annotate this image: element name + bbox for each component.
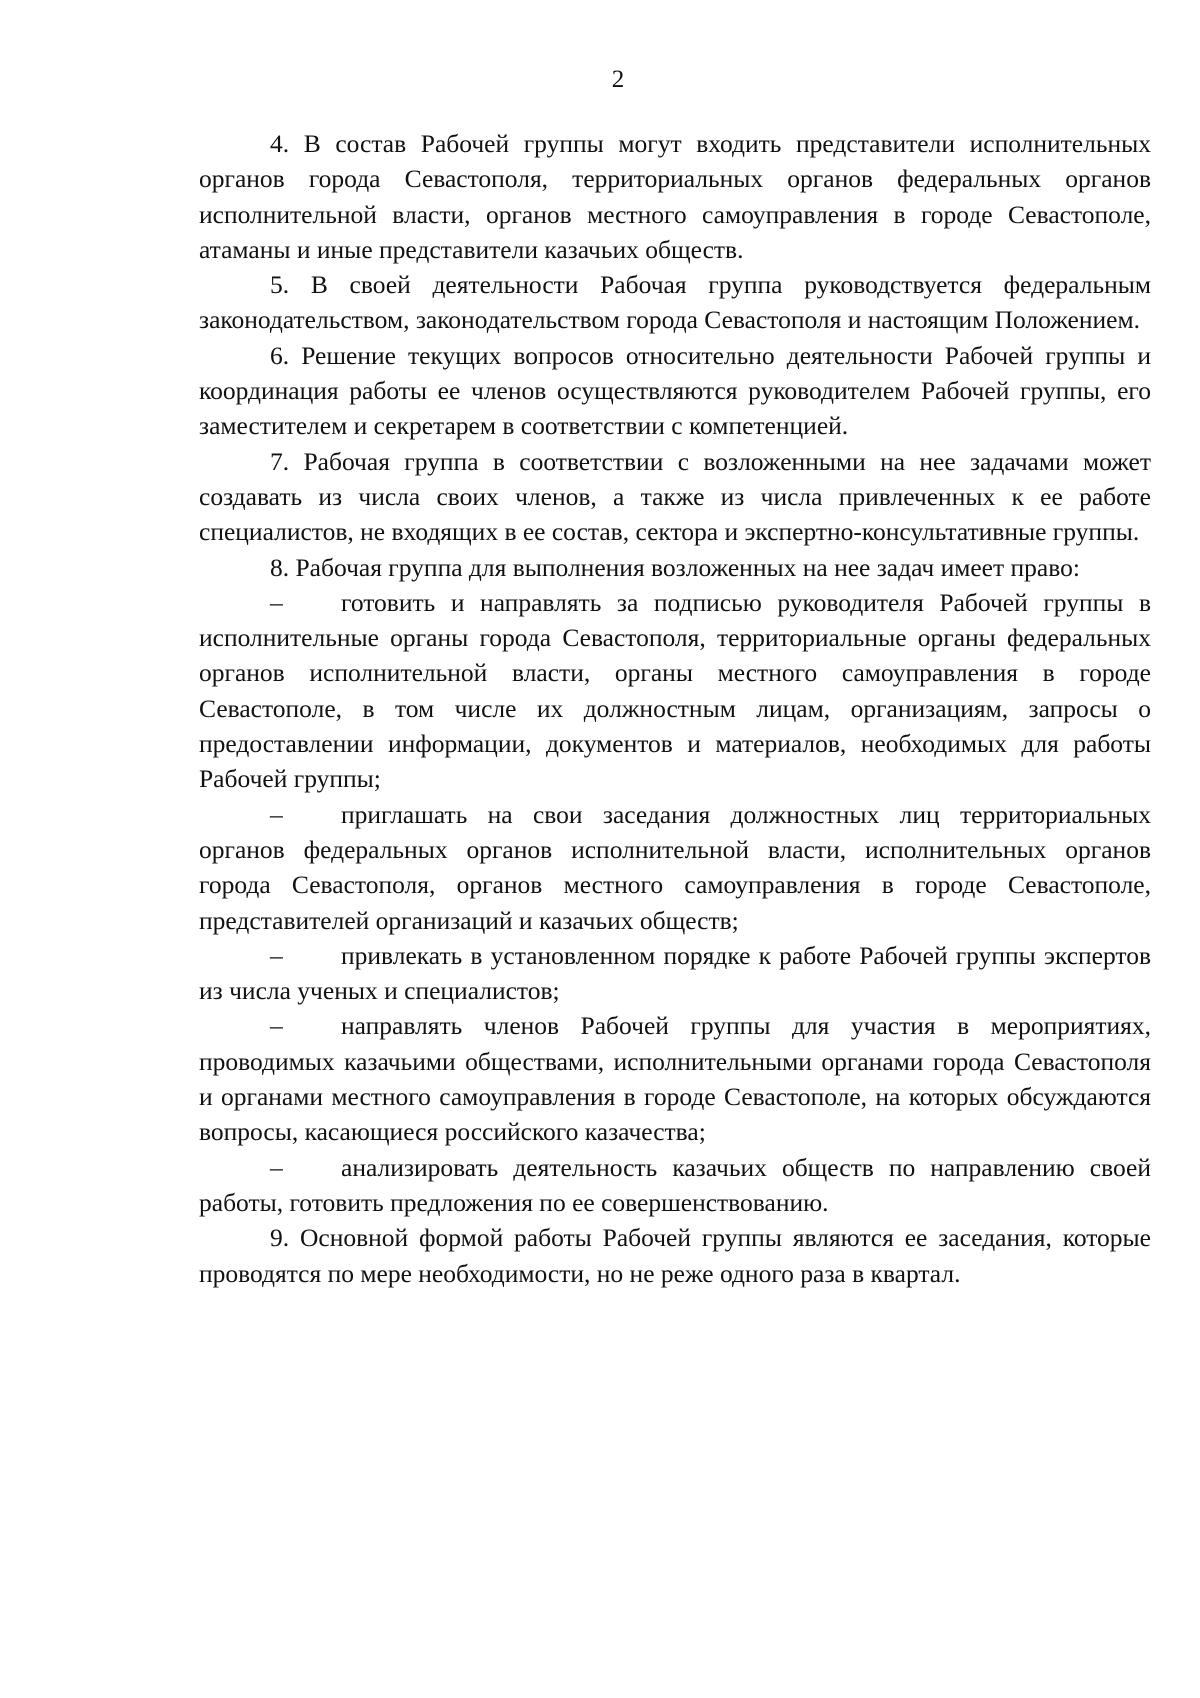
rights-item-text: анализировать деятельность казачьих обществ по направлению своей работы, готовить предложения по ее совершенствованию. (199, 1152, 1151, 1217)
rights-item-text: готовить и направлять за подписью руководителя Рабочей группы в исполнительные органы города Севастополя, территориальные органы федеральных органов исполнительной власти, органы местного самоуправления в городе Севастополе, в том числе их должностным лицам, организациям, запросы о предоставлении информации, документов и материалов, необходимых для работы Рабочей группы; (199, 587, 1151, 794)
rights-item-text: направлять членов Рабочей группы для участия в мероприятиях, проводимых казачьими обществами, исполнительными органами города Севастополя и органами местного самоуправления в городе Севастополе, на которых обсуждаются вопросы, касающиеся российского казачества; (199, 1011, 1151, 1147)
paragraph-5: 5. В своей деятельности Рабочая группа руководствуется федеральным законодательством, законодательством города Севастополя и настоящим Положением. (199, 270, 1151, 335)
paragraph-8: 8. Рабочая группа для выполнения возложенных на нее задач имеет право: (270, 552, 1080, 582)
paragraph-7: 7. Рабочая группа в соответствии с возложенными на нее задачами может создавать из числа своих членов, а также из числа привлеченных к ее работе специалистов, не входящих в ее состав, сектора и экспертно-консультативные группы. (199, 446, 1151, 547)
rights-list-item (199, 1008, 1151, 1149)
document-body (199, 126, 1151, 1291)
dash-marker: – (270, 799, 283, 829)
rights-list-item (199, 585, 1151, 797)
rights-item-text: приглашать на свои заседания должностных лиц территориальных органов федеральных органов исполнительной власти, исполнительных органов города Севастополя, органов местного самоуправления в городе Севастополе, представителей организаций и казачьих обществ; (199, 799, 1151, 935)
dash-marker: – (270, 940, 283, 970)
dash-marker: – (270, 1011, 283, 1041)
paragraph-4: 4. В состав Рабочей группы могут входить представители исполнительных органов города Севастополя, территориальных органов федеральных органов исполнительной власти, органов местного самоуправления в городе Севастополе, атаманы и иные представители казачьих обществ. (199, 129, 1151, 264)
dash-marker: – (270, 1152, 283, 1182)
rights-list-item (199, 938, 1151, 1009)
dash-marker: – (270, 587, 283, 617)
rights-list-item (199, 1150, 1151, 1221)
rights-list-item (199, 797, 1151, 938)
paragraph-6: 6. Решение текущих вопросов относительно деятельности Рабочей группы и координация работы ее членов осуществляются руководителем Рабочей группы, его заместителем и секретарем в соответствии с компетенцией. (199, 340, 1151, 441)
paragraph-9: 9. Основной формой работы Рабочей группы являются ее заседания, которые проводятся по мере необходимости, но не реже одного раза в квартал. (199, 1223, 1151, 1288)
rights-item-text: привлекать в установленном порядке к работе Рабочей группы экспертов из числа ученых и специалистов; (199, 940, 1151, 1006)
page-number: 2 (611, 66, 625, 93)
